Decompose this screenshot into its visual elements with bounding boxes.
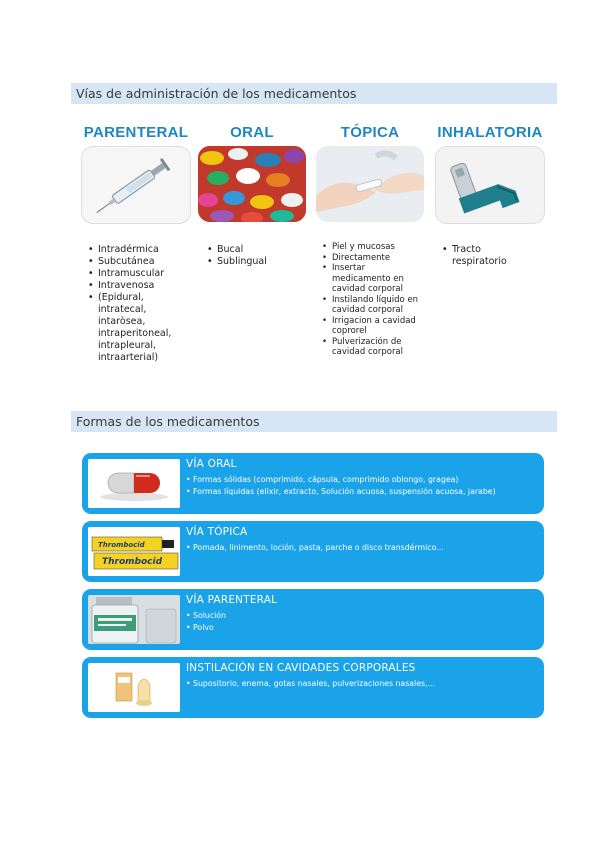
cream-hands-icon xyxy=(316,146,424,222)
list-item: • Formas líquidas (elixir, extracto, Solución acuosa, suspensión acuosa, jarabe) xyxy=(186,486,496,498)
route-title: PARENTERAL xyxy=(83,124,189,141)
list-item: • Subcutánea xyxy=(88,256,188,268)
route-list-parenteral xyxy=(88,244,188,364)
inhaler-icon xyxy=(435,146,545,224)
form-items xyxy=(186,610,226,633)
list-item: • Tracto respiratorio xyxy=(442,244,522,268)
form-title: INSTILACIÓN EN CAVIDADES CORPORALES xyxy=(186,662,416,674)
form-title: VÍA ORAL xyxy=(186,458,237,470)
list-item: • Polvo xyxy=(186,622,226,634)
list-item: • Solución xyxy=(186,610,226,622)
list-item: • Pulverización de cavidad corporal xyxy=(322,337,422,358)
capsule-icon xyxy=(88,459,180,508)
list-item: • Supositorio, enema, gotas nasales, pulverizaciones nasales,... xyxy=(186,678,435,690)
form-card-oral xyxy=(82,453,544,514)
list-item: • Intravenosa xyxy=(88,280,188,292)
thumb-brand-text: Thrombocid xyxy=(102,557,163,567)
route-list-topica xyxy=(322,242,422,358)
route-column-topica xyxy=(314,124,426,222)
section-title: Formas de los medicamentos xyxy=(76,414,260,429)
list-item: • Pomada, linimento, loción, pasta, parche o disco transdérmico... xyxy=(186,542,444,554)
route-title: INHALATORIA xyxy=(437,124,543,141)
list-item: • Formas sólidas (comprimido, cápsula, comprimido oblongo, gragea) xyxy=(186,474,496,486)
form-items xyxy=(186,678,435,690)
route-title: ORAL xyxy=(230,124,274,141)
route-title: TÓPICA xyxy=(340,124,400,141)
list-item: • Directamente xyxy=(322,253,422,264)
list-item: • Bucal xyxy=(207,244,297,256)
form-card-instilacion xyxy=(82,657,544,718)
route-column-inhalatoria xyxy=(434,124,546,224)
thumb-brand-text: Thrombocid xyxy=(98,541,145,549)
route-list-inhalatoria xyxy=(442,244,522,268)
list-item: • (Epidural, intratecal, intaròsea, intraperitoneal, intrapleural, intraarterial) xyxy=(88,292,188,364)
list-item: • Intradérmica xyxy=(88,244,188,256)
section-title: Vías de administración de los medicamentos xyxy=(76,86,357,101)
form-title: VÍA PARENTERAL xyxy=(186,594,278,606)
list-item: • Insertar medicamento en cavidad corporal xyxy=(322,263,422,295)
form-title: VÍA TÓPICA xyxy=(186,526,248,538)
form-items xyxy=(186,474,496,497)
form-card-parenteral xyxy=(82,589,544,650)
list-item: • Instilando líquido en cavidad corporal xyxy=(322,295,422,316)
syringe-icon xyxy=(81,146,191,224)
list-item: • Irrigacion a cavidad coprorel xyxy=(322,316,422,337)
vial-icon xyxy=(88,595,180,644)
suppository-icon xyxy=(88,663,180,712)
route-list-oral xyxy=(207,244,297,268)
ointment-tube-icon xyxy=(88,527,180,576)
section-header-routes xyxy=(71,83,557,104)
pills-icon xyxy=(198,146,306,222)
list-item: • Piel y mucosas xyxy=(322,242,422,253)
form-items xyxy=(186,542,444,554)
list-item: • Sublingual xyxy=(207,256,297,268)
section-header-forms xyxy=(71,411,557,432)
route-column-oral xyxy=(196,124,308,222)
list-item: • Intramuscular xyxy=(88,268,188,280)
form-card-topica xyxy=(82,521,544,582)
route-column-parenteral xyxy=(80,124,192,224)
